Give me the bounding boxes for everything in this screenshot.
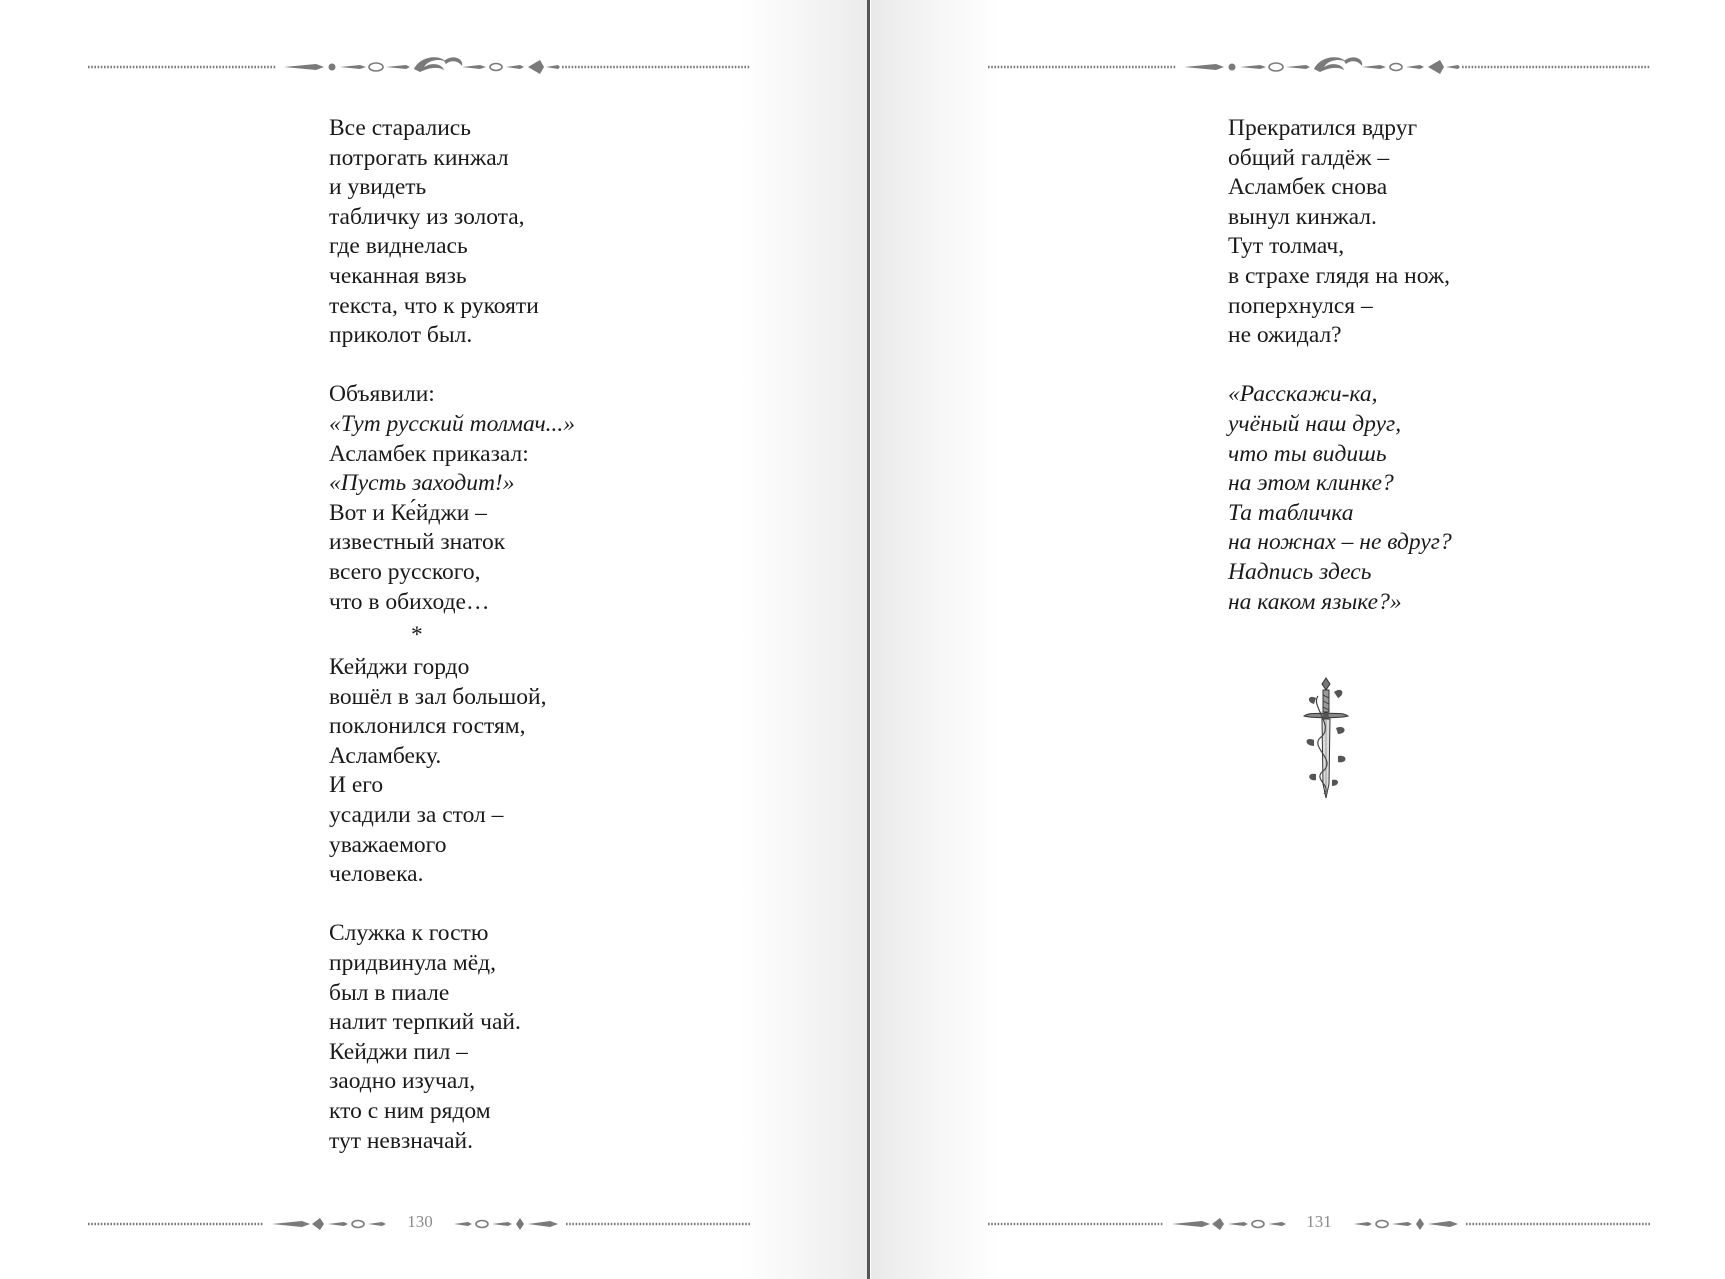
- poem-line: Вот и Ке́йджи –: [329, 499, 487, 526]
- poem-line: Асламбеку.: [329, 742, 442, 769]
- poem-line: человека.: [329, 861, 424, 888]
- poem-line: «Тут русский толмач...»: [329, 410, 576, 437]
- poem-line: Тут толмач,: [1228, 233, 1345, 260]
- poem-line: был в пиале: [329, 979, 450, 1006]
- poem-line: «Расскажи-ка,: [1228, 381, 1378, 408]
- stanza-separator: *: [411, 622, 423, 649]
- poem-line: Все старались: [329, 115, 471, 141]
- page-number-right: 131: [1306, 1212, 1332, 1231]
- page-number-left: 130: [407, 1212, 433, 1231]
- poem-line: приколот был.: [329, 322, 473, 349]
- poem-line: в страхе глядя на нож,: [1228, 262, 1450, 289]
- stanza-gap: [1228, 351, 1452, 381]
- poem-line: что ты видишь: [1228, 440, 1387, 467]
- poem-line: Объявили:: [329, 381, 435, 408]
- poem-line: кто с ним рядом: [329, 1098, 491, 1124]
- poem-line: на этом клинке?: [1228, 470, 1394, 497]
- dagger-illustration: [1296, 676, 1356, 802]
- right-page: [871, 0, 1725, 1279]
- poem-line: налит терпкий чай.: [329, 1009, 521, 1036]
- poem-line: потрогать кинжал: [329, 144, 509, 171]
- poem-line: Служка к гостю: [329, 920, 489, 947]
- top-ornament-right: [988, 52, 1650, 82]
- poem-line: текста, что к рукояти: [329, 292, 539, 319]
- stanza-gap: [329, 890, 575, 920]
- poem-line: Асламбек снова: [1228, 174, 1388, 201]
- poem-line: и увидеть: [329, 174, 427, 201]
- poem-line: вынул кинжал.: [1228, 203, 1377, 230]
- poem-line: вошёл в зал большой,: [329, 683, 547, 710]
- poem-line: усадили за стол –: [329, 802, 504, 829]
- dagger-with-vine-icon: [1296, 676, 1356, 802]
- flourish-divider-icon: [988, 52, 1650, 82]
- poem-line: всего русского,: [329, 558, 481, 585]
- poem-line: общий галдёж –: [1228, 144, 1390, 171]
- right-poem-text: [1228, 114, 1452, 617]
- poem-line: табличку из золота,: [329, 203, 525, 230]
- poem-line: тут невзначай.: [329, 1127, 474, 1154]
- poem-line: Кейджи пил –: [329, 1038, 468, 1065]
- flourish-divider-icon: [88, 52, 750, 82]
- poem-line: что в обиходе…: [329, 588, 490, 615]
- book-gutter: [867, 0, 870, 1279]
- poem-line: известный знаток: [329, 529, 506, 556]
- poem-line: где виднелась: [329, 233, 468, 260]
- top-ornament-left: [88, 52, 750, 82]
- poem-line: поклонился гостям,: [329, 713, 526, 740]
- poem-line: на каком языке?»: [1228, 588, 1402, 615]
- poem-line: «Пусть заходит!»: [329, 470, 515, 497]
- poem-line: Прекратился вдруг: [1228, 115, 1418, 141]
- poem-line: Асламбек приказал:: [329, 440, 529, 467]
- stanza-gap: [329, 351, 575, 381]
- poem-line: И его: [329, 772, 384, 799]
- poem-line: Надпись здесь: [1228, 558, 1372, 585]
- poem-line: поперхнулся –: [1228, 292, 1373, 319]
- poem-line: Кейджи гордо: [329, 654, 470, 681]
- poem-line: чеканная вязь: [329, 262, 467, 289]
- poem-line: Та табличка: [1228, 499, 1354, 526]
- poem-line: на ножнах – не вдруг?: [1228, 529, 1452, 556]
- poem-line: придвинула мёд,: [329, 950, 496, 977]
- left-poem-text: [329, 114, 575, 1156]
- poem-line: не ожидал?: [1228, 322, 1342, 349]
- poem-line: заодно изучал,: [329, 1068, 476, 1095]
- poem-line: уважаемого: [329, 831, 447, 858]
- poem-line: учёный наш друг,: [1228, 410, 1402, 437]
